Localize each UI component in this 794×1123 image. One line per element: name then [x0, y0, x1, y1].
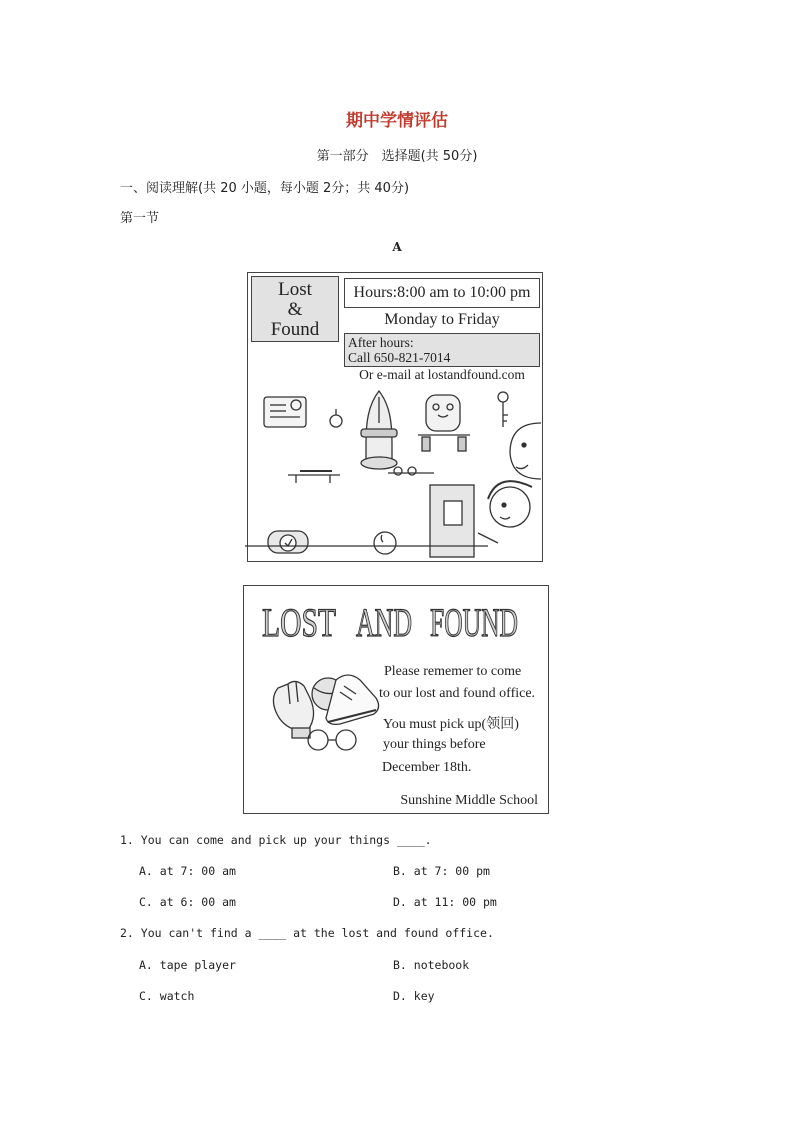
sign-line-ampersand: &	[287, 299, 303, 320]
boy-figure-icon	[510, 423, 541, 479]
question-2-option-b: B. notebook	[393, 958, 470, 972]
banner-word-lost: LOST	[262, 600, 336, 645]
sign-line-lost: Lost	[278, 279, 312, 300]
notice-line-1: Please rememer to come	[384, 664, 522, 679]
after-hours-label: After hours:	[348, 335, 414, 350]
glove-icon	[273, 681, 313, 738]
girl-figure-icon	[478, 481, 532, 543]
part-heading: 第一部分 选择题(共 50分)	[316, 149, 478, 164]
question-1-option-b: B. at 7: 00 pm	[393, 864, 490, 878]
lost-found-notice	[243, 585, 549, 814]
question-2-stem: 2. You can't find a ____ at the lost and found office.	[120, 926, 494, 940]
section-heading: 一、阅读理解(共 20 小题，每小题 2分；共 40分)	[120, 181, 410, 196]
backpack-icon	[418, 395, 470, 451]
question-1-option-c: C. at 6: 00 am	[139, 895, 236, 909]
thermos-icon	[361, 391, 397, 469]
question-1-option-a: A. at 7: 00 am	[139, 864, 236, 878]
sign-line-found: Found	[270, 319, 320, 340]
pen-shelf-icon	[288, 471, 340, 483]
lost-items-drawing	[266, 668, 386, 754]
lost-and-found-banner	[262, 598, 532, 645]
lost-found-office-illustration	[247, 272, 543, 562]
after-hours-box	[344, 333, 540, 367]
school-name: Sunshine Middle School	[400, 793, 538, 808]
page-title: 期中学情评估	[346, 111, 448, 131]
lost-found-sign	[251, 276, 339, 342]
subsection-heading: 第一节	[120, 211, 160, 226]
passage-label: A	[392, 240, 402, 254]
watch-icon	[268, 531, 308, 553]
ball-icon	[374, 532, 396, 554]
notice-line-5: December 18th.	[382, 760, 472, 775]
opening-days: Monday to Friday	[384, 311, 500, 328]
notice-line-2: to our lost and found office.	[379, 686, 536, 701]
email-contact: Or e-mail at lostandfound.com	[359, 367, 525, 382]
phone-number: Call 650-821-7014	[348, 350, 451, 365]
glasses-icon	[308, 730, 356, 750]
question-2-option-c: C. watch	[139, 989, 195, 1003]
opening-hours: Hours:8:00 am to 10:00 pm	[344, 278, 540, 308]
tape-player-icon	[330, 409, 342, 427]
banner-word-and: AND	[356, 600, 412, 645]
key-icon	[498, 392, 508, 427]
question-2-option-a: A. tape player	[139, 958, 236, 972]
notice-line-4: your things before	[383, 737, 486, 752]
question-1-stem: 1. You can come and pick up your things ____.	[120, 833, 432, 847]
glasses-icon	[388, 467, 434, 475]
id-card-icon	[264, 397, 306, 427]
notice-line-3: You must pick up(领回)	[383, 717, 519, 732]
question-2-option-d: D. key	[393, 989, 435, 1003]
office-items-drawing	[248, 383, 541, 561]
banner-word-found: FOUND	[430, 600, 518, 645]
question-1-option-d: D. at 11: 00 pm	[393, 895, 497, 909]
